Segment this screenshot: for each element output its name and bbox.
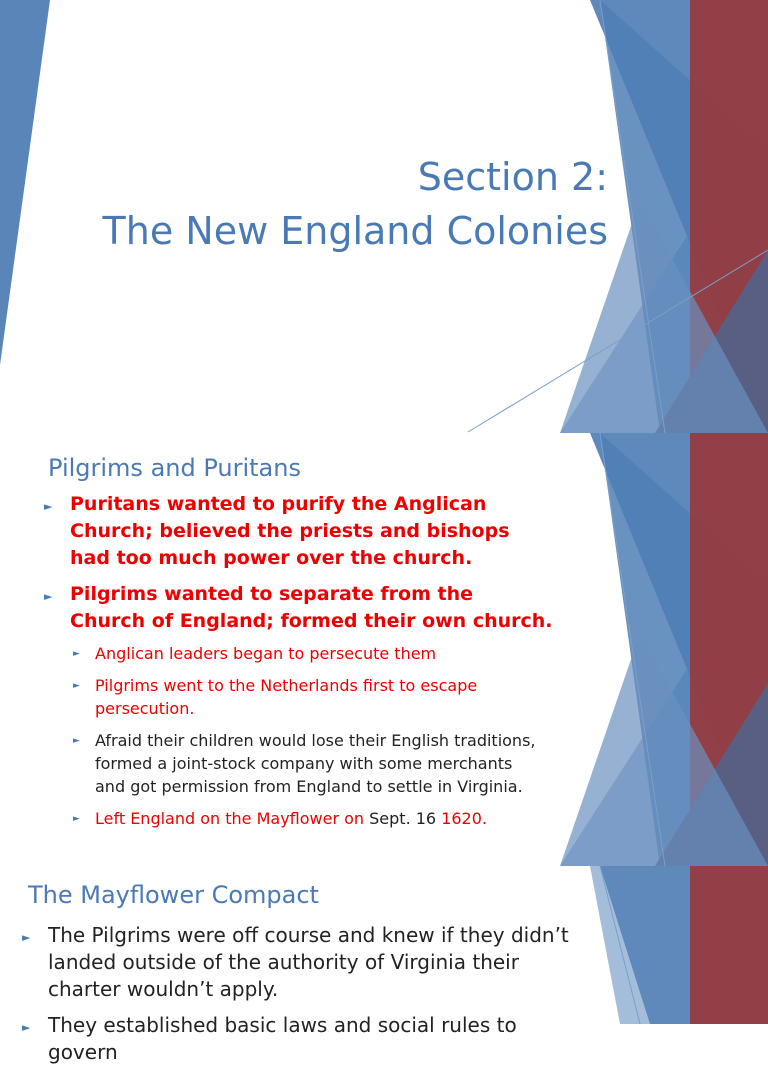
bullet-text: They established basic laws and social rules to govern [48, 1013, 517, 1064]
sub-bullet-text: Anglican leaders began to persecute them [95, 644, 437, 663]
list-item [73, 807, 538, 830]
list-item [44, 581, 554, 635]
slide-mayflower-compact [0, 866, 768, 1064]
arrow-bullet-icon: ► [73, 736, 80, 746]
bullet-text: Puritans wanted to purify the Anglican Church; believed the priests and bishops had too much power over the church. [70, 493, 510, 569]
list-item [73, 674, 538, 720]
slide2-bullets [44, 491, 554, 644]
list-item [73, 642, 538, 665]
slide3-bullets [22, 922, 587, 1075]
arrow-bullet-icon: ► [22, 931, 31, 944]
arrow-bullet-icon: ► [73, 681, 80, 691]
bullet-text: Pilgrims wanted to separate from the Church of England; formed their own church. [70, 583, 553, 632]
sub-bullet-text-part2: Sept. 16 [369, 809, 442, 828]
arrow-bullet-icon: ► [44, 500, 53, 513]
arrow-bullet-icon: ► [44, 590, 53, 603]
sub-bullet-text: Afraid their children would lose their English traditions, formed a joint-stock company with some merchants and got permission from England to settle in Virginia. [95, 731, 536, 796]
list-item [44, 491, 554, 572]
arrow-bullet-icon: ► [73, 814, 80, 824]
sub-bullet-text-part1: Left England on the Mayflower on [95, 809, 370, 828]
slide2-heading: Pilgrims and Puritans [48, 454, 301, 482]
arrow-bullet-icon: ► [73, 649, 80, 659]
list-item [22, 1012, 587, 1066]
slide-title-text [103, 150, 608, 258]
slide-title [0, 0, 768, 433]
title-line-2: The New England Colonies [102, 209, 608, 253]
list-item [22, 922, 587, 1003]
list-item [73, 729, 538, 798]
sub-bullet-text: Pilgrims went to the Netherlands first to escape persecution. [95, 676, 478, 718]
slide3-heading: The Mayflower Compact [28, 881, 319, 909]
arrow-bullet-icon: ► [22, 1021, 31, 1034]
bullet-text: The Pilgrims were off course and knew if they didn’t landed outside of the authority of Virginia their charter wouldn’t apply. [48, 923, 569, 1001]
slide2-sub-bullets [73, 642, 538, 839]
title-line-1: Section 2: [417, 155, 608, 199]
slide-pilgrims-puritans [0, 433, 768, 866]
sub-bullet-text-part3: 1620. [441, 809, 487, 828]
